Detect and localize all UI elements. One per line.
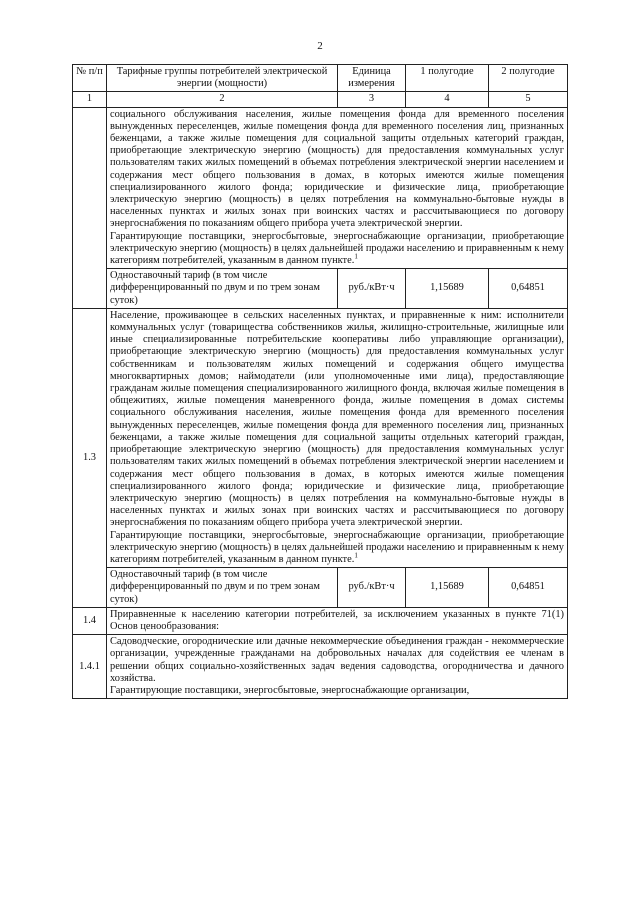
column-index: 4 [406,92,489,107]
rate-row [73,269,568,309]
table-row [73,635,568,699]
rate-label: Одноставочный тариф (в том числе дифференцированный по двум и по трем зонам суток) [107,568,338,608]
column-index-row [73,92,568,107]
row-description [107,607,568,634]
rate-h1: 1,15689 [406,269,489,309]
row-description [107,635,568,699]
header-h2: 2 полугодие [489,65,568,92]
rate-row [73,568,568,608]
footnote-mark: 1 [354,252,358,261]
rate-h2: 0,64851 [489,568,568,608]
column-index: 1 [73,92,107,107]
header-group: Тарифные группы потребителей электрической энергии (мощности) [107,65,338,92]
rate-unit: руб./кВт·ч [338,269,406,309]
description-paragraph: Гарантирующие поставщики, энергосбытовые, энергоснабжающие организации, приобретающие электрическую энергию (мощность) в целях дальнейшей продажи населению и приравненным к нему категориям потребителей, указанным в данном пункте.$^1$ [110,230,564,267]
table-row [73,107,568,269]
tariff-table [72,64,568,699]
column-index: 5 [489,92,568,107]
description-paragraph: Садоводческие, огороднические или дачные некоммерческие объединения граждан - некоммерческие организации, учрежденные гражданами на добровольных началах для содействия ее членам в решении общих социально-хозяйственных задач ведения садоводства, огородничества и дачного хозяйства. [110,636,564,684]
column-index: 2 [107,92,338,107]
row-description [107,107,568,269]
row-number: 1.4 [73,607,107,634]
row-description [107,308,568,567]
description-paragraph: Гарантирующие поставщики, энергосбытовые, энергоснабжающие организации, [110,684,470,696]
header-unit: Единица измерения [338,65,406,92]
column-index: 3 [338,92,406,107]
rate-h2: 0,64851 [489,269,568,309]
rate-h1: 1,15689 [406,568,489,608]
description-paragraph: Население, проживающее в сельских населенных пунктах, и приравненные к ним: исполнители коммунальных услуг (товарищества собственников жилья, жилищно-строительные, жилищные или иные специализированные потребительские кооперативы либо управляющие организации), приобретающие электрическую энергию (мощность) для предоставления коммунальных услуг собственникам и пользователям жилых помещений и содержания общего имущества многоквартирных домов; наймодатели (или уполномоченные ими лица), предоставляющие гражданам жилые помещения специализированного жилищного фонда, включая жилые помещения в общежитиях, жилые помещения маневренного фонда, жилые помещения в домах системы социального обслуживания населения, жилые помещения фонда для временного поселения вынужденных переселенцев, жилые помещения фонда для временного поселения лиц, признанных беженцами, а также жилые помещения для социальной защиты отдельных категорий граждан, приобретающие электрическую энергию (мощность) для предоставления коммунальных услуг пользователям таких жилых помещений в объемах потребления электрической энергии населением и содержания мест общего пользования в домах, в которых имеются жилые помещения специализированного жилого фонда; юридические и физические лица, приобретающие электрическую энергию (мощность) в целях потребления на коммунально-бытовые нужды в населенных пунктах и жилых зонах при воинских частях и рассчитывающиеся по договору энергоснабжения по показаниям общего прибора учета электрической энергии. [110,309,564,529]
row-number [73,107,107,308]
description-paragraph: Гарантирующие поставщики, энергосбытовые, энергоснабжающие организации, приобретающие электрическую энергию (мощность) в целях дальнейшей продажи населению и приравненным к нему категориям потребителей, указанным в данном пункте.$^1$ [110,529,564,565]
header-num: № п/п [73,65,107,92]
row-number: 1.4.1 [73,635,107,699]
header-row [73,65,568,92]
page-number: 2 [317,40,323,52]
table-row [73,308,568,567]
row-number: 1.3 [73,308,107,607]
header-h1: 1 полугодие [406,65,489,92]
rate-unit: руб./кВт·ч [338,568,406,608]
description-paragraph: социального обслуживания населения, жилые помещения фонда для временного поселения вынужденных переселенцев, жилые помещения фонда для временного поселения лиц, признанных беженцами, а также жилые помещения для социальной защиты отдельных категорий граждан, приобретающие электрическую энергию (мощность) для предоставления коммунальных услуг пользователям таких жилых помещений в объемах потребления электрической энергии населением и содержания мест общего пользования в домах, в которых имеются жилые помещения специализированного жилого фонда; юридические и физические лица, приобретающие электрическую энергию (мощность) в целях потребления на коммунально-бытовые нужды в населенных пунктах и жилых зонах при воинских частях и рассчитывающиеся по договору энергоснабжения по показаниям общего прибора учета электрической энергии. [110,108,564,230]
footnote-mark: 1 [354,551,358,560]
rate-label: Одноставочный тариф (в том числе дифференцированный по двум и по трем зонам суток) [107,269,338,309]
table-row [73,607,568,634]
description-paragraph: Приравненные к населению категории потребителей, за исключением указанных в пункте 71(1) Основ ценообразования: [110,608,564,632]
